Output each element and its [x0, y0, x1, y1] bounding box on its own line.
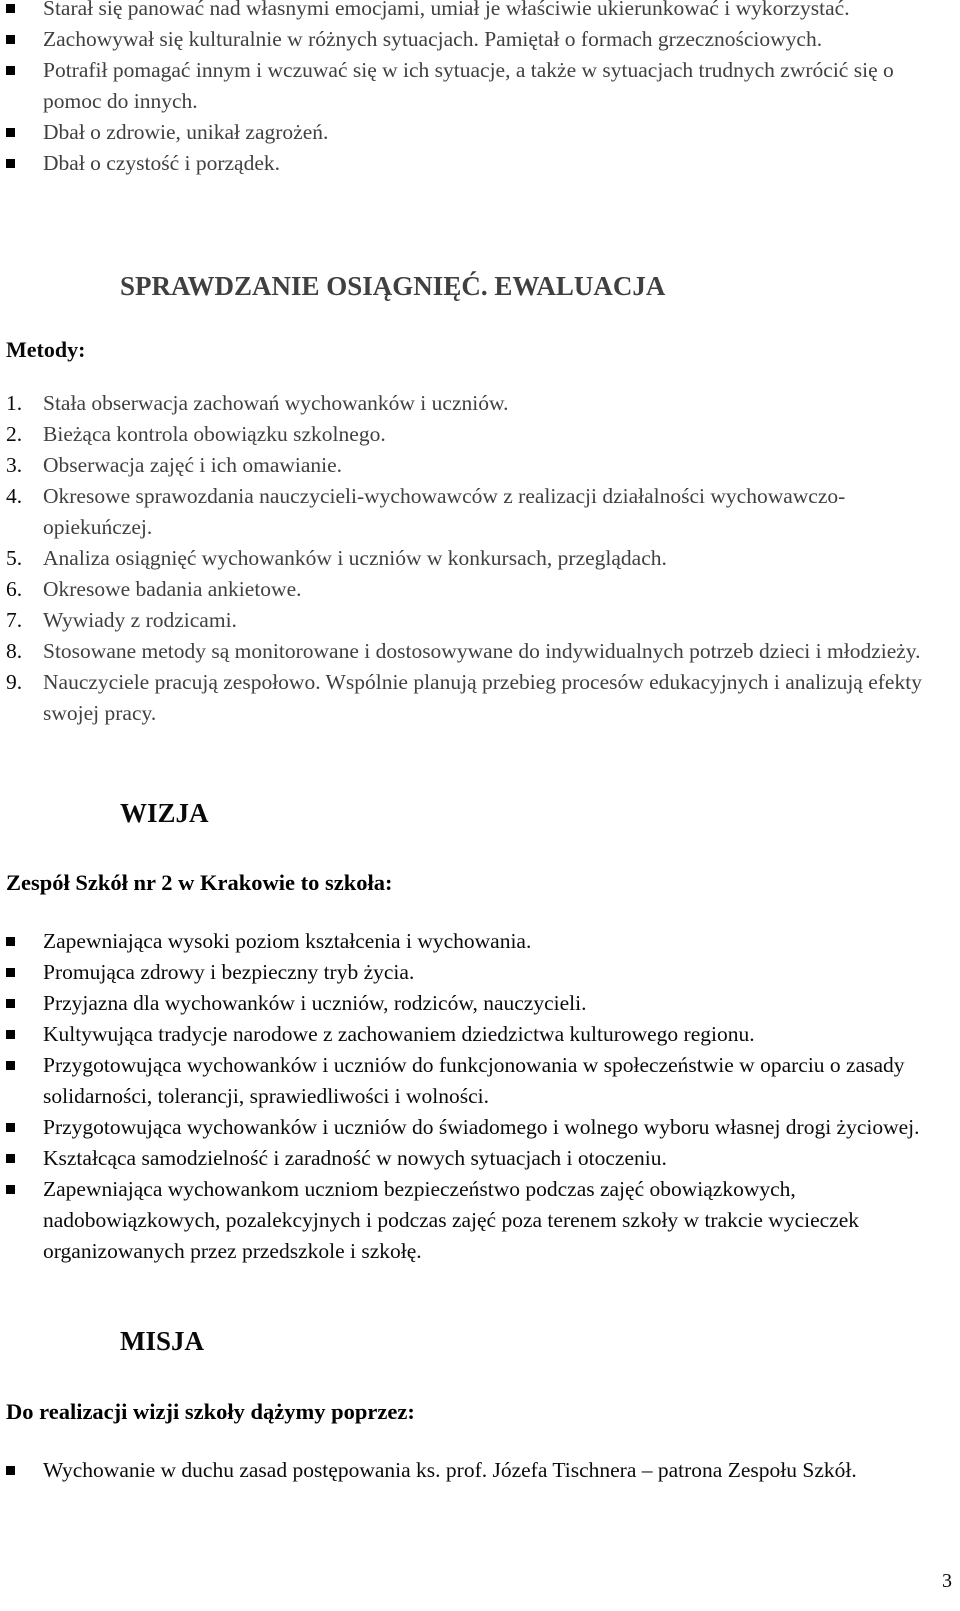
- list-item: Zapewniająca wychowankom uczniom bezpieczeństwo podczas zajęć obowiązkowych, nadobowiązkowych, pozalekcyjnych i podczas zajęć poza terenem szkoły w trakcie wycieczek organizowanych przez przedszkole i szkołę.: [0, 1174, 940, 1267]
- list-item: Wychowanie w duchu zasad postępowania ks. prof. Józefa Tischnera – patrona Zespołu Szkół.: [0, 1455, 940, 1486]
- vision-bullet-list: [0, 926, 940, 1267]
- list-item: 4. Okresowe sprawozdania nauczycieli-wychowawców z realizacji działalności wychowawczo-opiekuńczej.: [6, 484, 846, 539]
- list-item: Dbał o czystość i porządek.: [0, 148, 940, 179]
- list-item: 5. Analiza osiągnięć wychowanków i uczniów w konkursach, przeglądach.: [6, 546, 667, 570]
- mission-bullet-list: [0, 1455, 940, 1486]
- list-item: 8. Stosowane metody są monitorowane i dostosowywane do indywidualnych potrzeb dzieci i młodzieży.: [6, 639, 921, 663]
- square-bullet-icon: [6, 937, 15, 946]
- mission-subheading: Do realizacji wizji szkoły dążymy poprzez:: [6, 1399, 415, 1424]
- list-item: Starał się panować nad własnymi emocjami, umiał je właściwie ukierunkować i wykorzystać.: [0, 0, 940, 24]
- list-item: Dbał o zdrowie, unikał zagrożeń.: [0, 117, 940, 148]
- square-bullet-icon: [6, 1154, 15, 1163]
- list-item: Przygotowująca wychowanków i uczniów do świadomego i wolnego wyboru własnej drogi życiowej.: [0, 1112, 940, 1143]
- list-item: 3. Obserwacja zajęć i ich omawianie.: [6, 453, 343, 477]
- list-item: Potrafił pomagać innym i wczuwać się w ich sytuacje, a także w sytuacjach trudnych zwrócić się o pomoc do innych.: [0, 55, 940, 117]
- square-bullet-icon: [6, 1030, 15, 1039]
- square-bullet-icon: [6, 968, 15, 977]
- list-item: Zachowywał się kulturalnie w różnych sytuacjach. Pamiętał o formach grzecznościowych.: [0, 24, 940, 55]
- square-bullet-icon: [6, 66, 15, 75]
- square-bullet-icon: [6, 128, 15, 137]
- page-number: 3: [942, 1570, 952, 1592]
- evaluation-heading: SPRAWDZANIE OSIĄGNIĘĆ. EWALUACJA: [120, 271, 666, 301]
- square-bullet-icon: [6, 35, 15, 44]
- list-item: 9. Nauczyciele pracują zespołowo. Wspólnie planują przebieg procesów edukacyjnych i analizują efekty swojej pracy.: [6, 670, 922, 725]
- list-item: 6. Okresowe badania ankietowe.: [6, 577, 302, 601]
- list-item: Promująca zdrowy i bezpieczny tryb życia.: [0, 957, 940, 988]
- square-bullet-icon: [6, 1123, 15, 1132]
- list-item: 7. Wywiady z rodzicami.: [6, 608, 237, 632]
- list-item: 1. Stała obserwacja zachowań wychowanków i uczniów.: [6, 391, 509, 415]
- list-item: 2. Bieżąca kontrola obowiązku szkolnego.: [6, 422, 386, 446]
- methods-list: [0, 388, 940, 729]
- list-item: Zapewniająca wysoki poziom kształcenia i wychowania.: [0, 926, 940, 957]
- methods-label: Metody:: [6, 337, 86, 362]
- list-item: Przygotowująca wychowanków i uczniów do funkcjonowania w społeczeństwie w oparciu o zasady solidarności, tolerancji, sprawiedliwości i wolności.: [0, 1050, 940, 1112]
- list-item: Przyjazna dla wychowanków i uczniów, rodziców, nauczycieli.: [0, 988, 940, 1019]
- square-bullet-icon: [6, 999, 15, 1008]
- vision-subheading: Zespół Szkół nr 2 w Krakowie to szkoła:: [6, 870, 393, 895]
- list-item: Kultywująca tradycje narodowe z zachowaniem dziedzictwa kulturowego regionu.: [0, 1019, 940, 1050]
- list-item: Kształcąca samodzielność i zaradność w nowych sytuacjach i otoczeniu.: [0, 1143, 940, 1174]
- top-bullet-list: [0, 0, 940, 179]
- square-bullet-icon: [6, 1185, 15, 1194]
- square-bullet-icon: [6, 4, 15, 13]
- vision-heading: WIZJA: [120, 798, 209, 828]
- square-bullet-icon: [6, 1466, 15, 1475]
- square-bullet-icon: [6, 1061, 15, 1070]
- mission-heading: MISJA: [120, 1326, 205, 1356]
- square-bullet-icon: [6, 159, 15, 168]
